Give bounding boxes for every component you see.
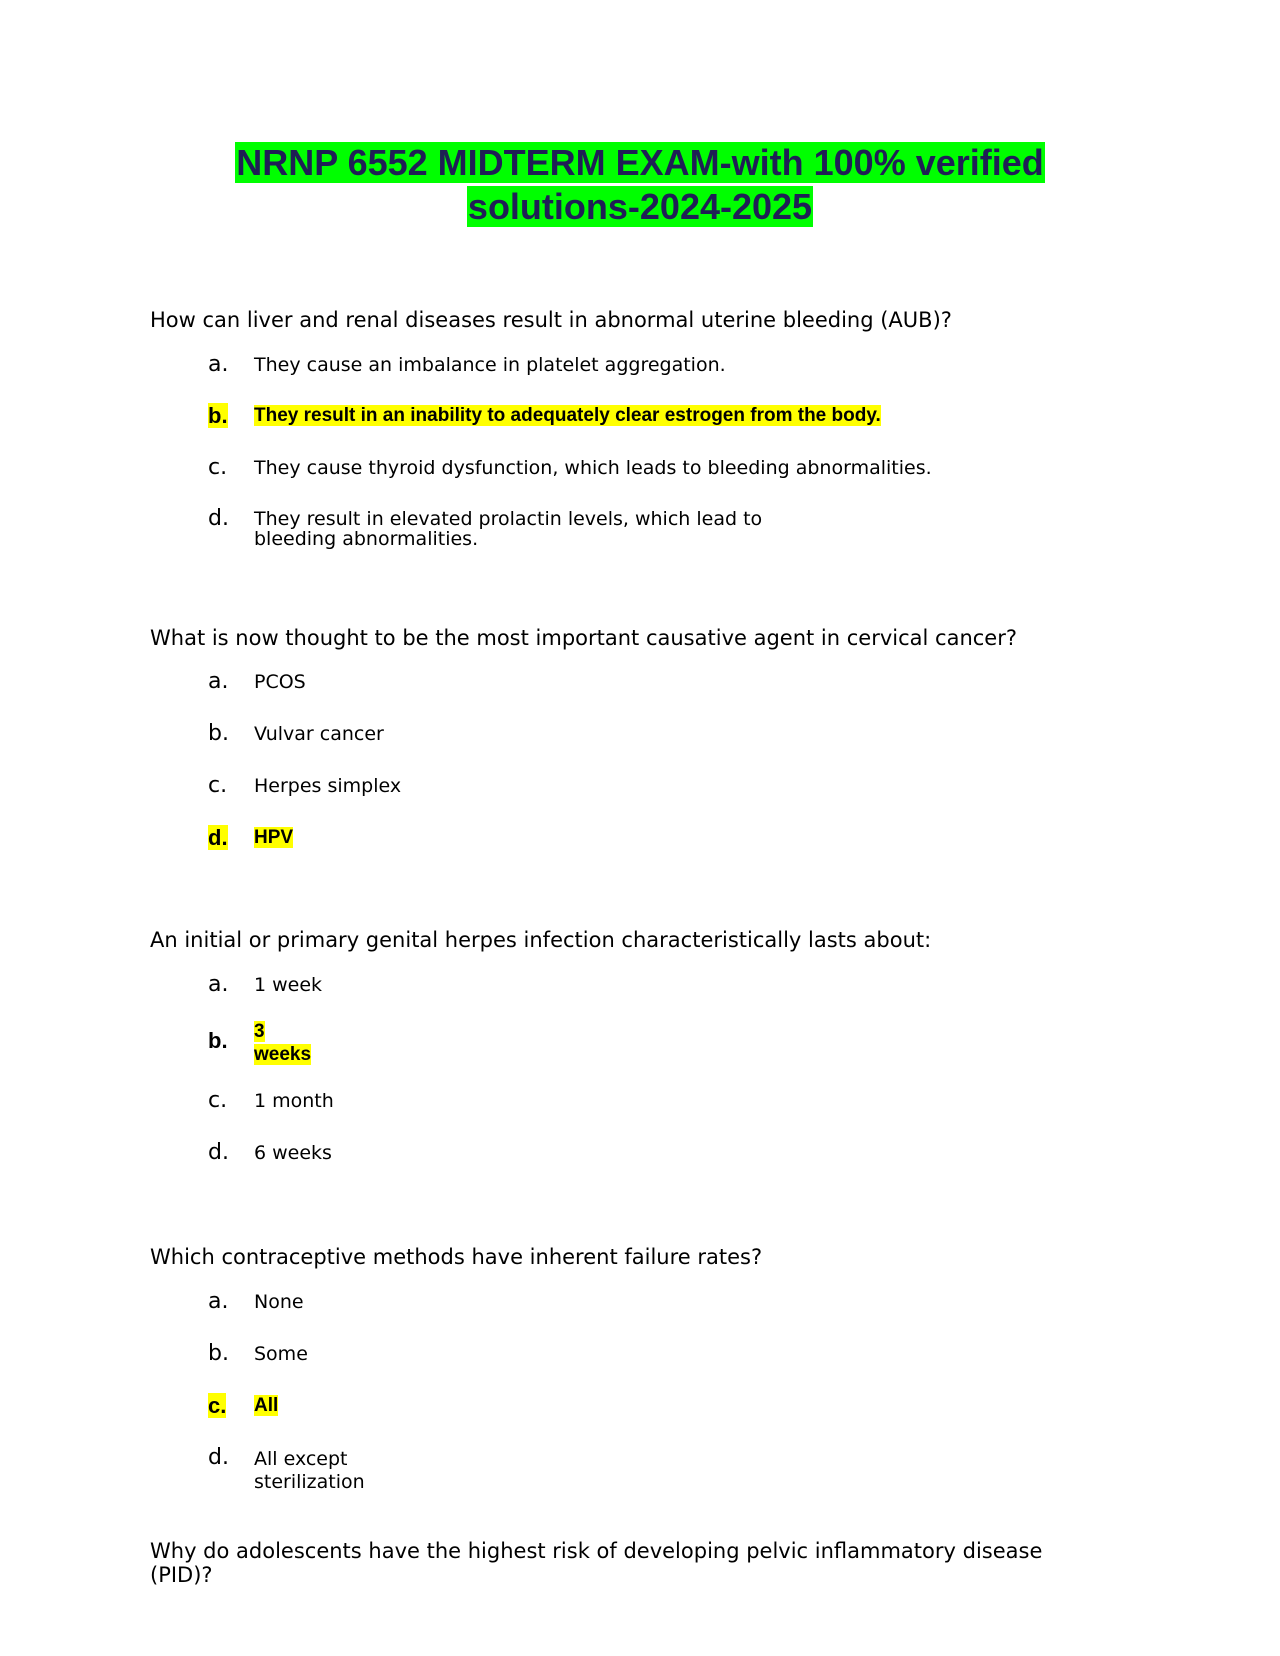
title-line-1: NRNP 6552 MIDTERM EXAM-with 100% verified <box>236 142 1044 183</box>
question-4: Which contraceptive methods have inherent failure rates? <box>150 1245 763 1269</box>
option-letter: c. <box>208 773 228 798</box>
option-text-line-2: bleeding abnormalities. <box>254 528 479 550</box>
option-text: 1 week <box>254 974 323 996</box>
option-letter: d. <box>208 825 228 850</box>
document-title <box>150 141 1130 229</box>
option-letter: a. <box>208 972 229 997</box>
question-1: How can liver and renal diseases result in abnormal uterine bleeding (AUB)? <box>150 308 952 332</box>
option-text: They result in an inability to adequately clear estrogen from the body. <box>254 405 881 426</box>
option-letter: b. <box>208 1341 229 1366</box>
option-text-line-1: 3 <box>254 1021 265 1042</box>
option-text: PCOS <box>254 671 306 693</box>
question-5-line-2: (PID)? <box>150 1563 213 1587</box>
option-letter: c. <box>208 1393 227 1418</box>
option-letter: b. <box>208 1028 228 1053</box>
option-letter: a. <box>208 1289 229 1314</box>
option-text: Herpes simplex <box>254 775 402 797</box>
option-letter: c. <box>208 1088 228 1113</box>
question-3: An initial or primary genital herpes infection characteristically lasts about: <box>150 928 932 952</box>
option-text-line-1: They result in elevated prolactin levels, which lead to <box>254 508 763 530</box>
option-letter: d. <box>208 1445 229 1470</box>
option-letter: d. <box>208 1140 229 1165</box>
question-2: What is now thought to be the most important causative agent in cervical cancer? <box>150 626 1017 650</box>
option-text: None <box>254 1291 304 1313</box>
option-text-line-2: weeks <box>254 1044 312 1065</box>
option-text: Some <box>254 1343 308 1365</box>
option-text-line-2: sterilization <box>254 1471 365 1493</box>
option-letter: a. <box>208 669 229 694</box>
option-letter: c. <box>208 455 228 480</box>
option-letter: b. <box>208 721 229 746</box>
title-line-2: solutions-2024-2025 <box>467 186 813 227</box>
option-text: 1 month <box>254 1090 334 1112</box>
option-letter: b. <box>208 403 228 428</box>
option-text-line-1: All except <box>254 1448 348 1470</box>
option-text: HPV <box>254 827 294 848</box>
option-letter: a. <box>208 352 229 377</box>
option-text: 6 weeks <box>254 1142 332 1164</box>
question-5-line-1: Why do adolescents have the highest risk of developing pelvic inflammatory disease <box>150 1539 1043 1563</box>
option-text: They cause thyroid dysfunction, which leads to bleeding abnormalities. <box>254 457 932 479</box>
question-5 <box>150 1539 1150 1587</box>
option-text: Vulvar cancer <box>254 723 384 745</box>
option-text: All <box>254 1395 279 1416</box>
option-letter: d. <box>208 506 229 531</box>
option-text: They cause an imbalance in platelet aggregation. <box>254 354 726 376</box>
